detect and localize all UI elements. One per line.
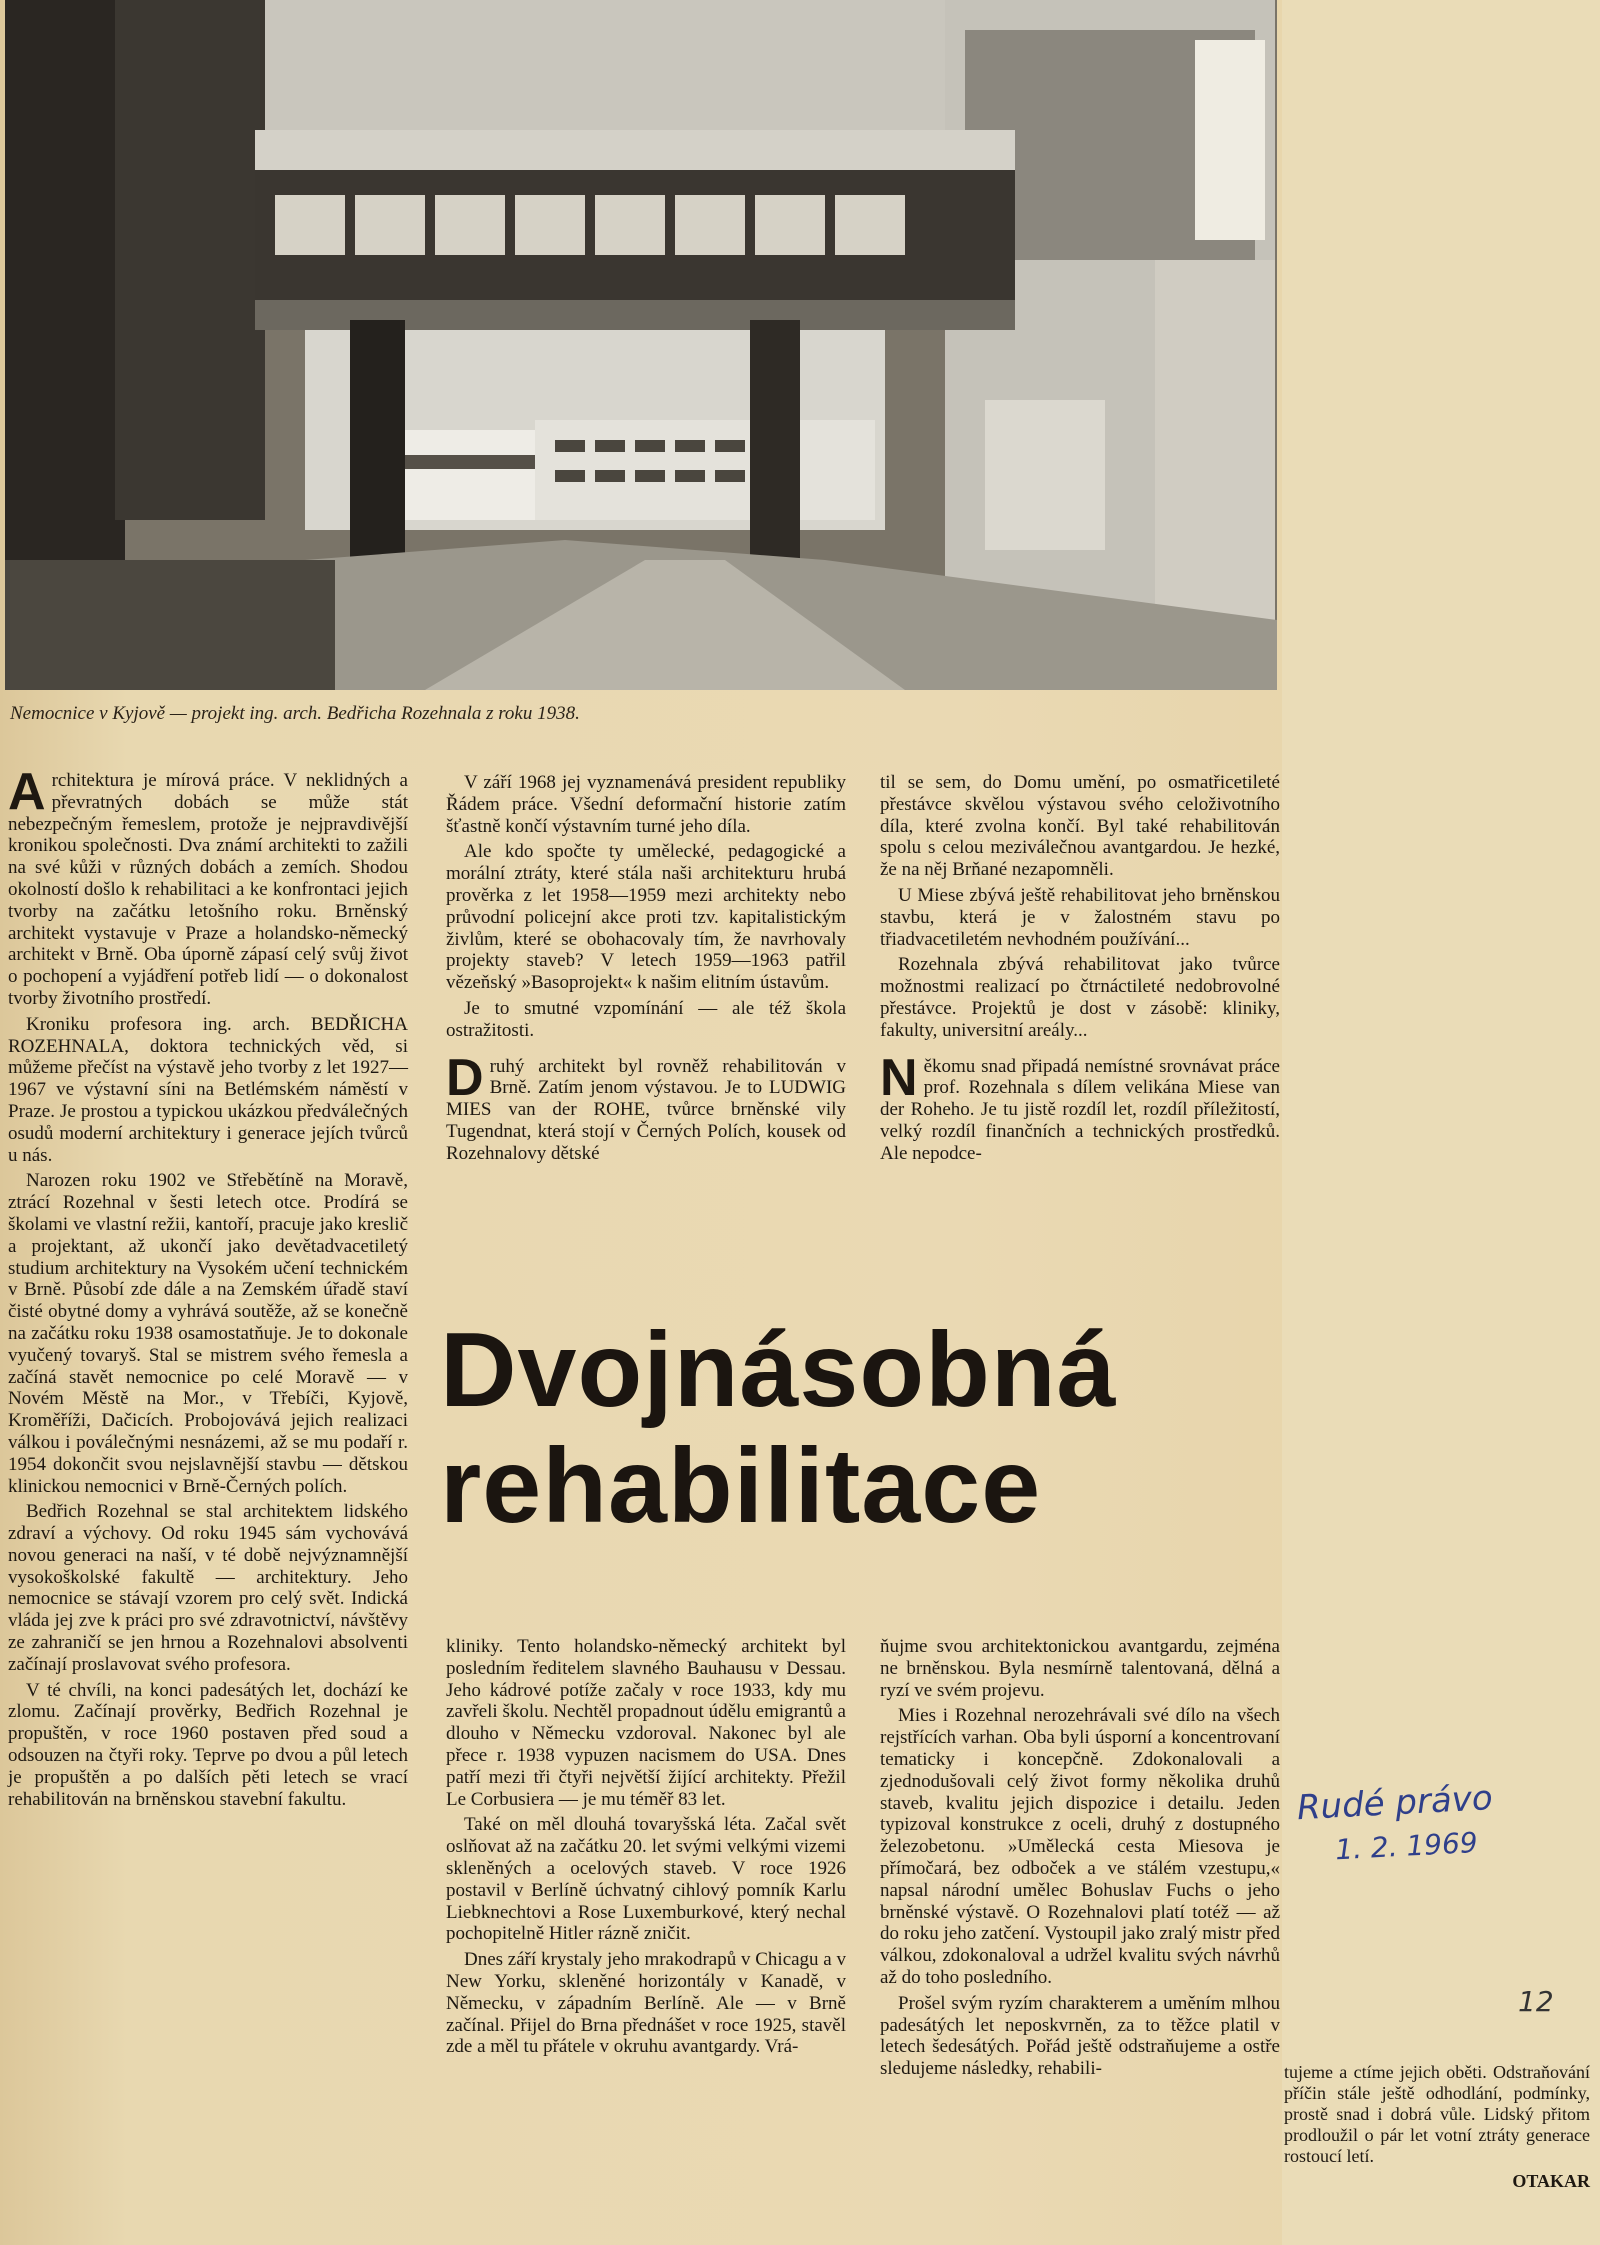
handwritten-source: Rudé právo	[1295, 1778, 1494, 1829]
paragraph: kliniky. Tento holandsko-německý architekt byl posledním ředitelem slavného Bauhausu v Dessau. Jeho kádrové potíže začaly v roce 1933, kdy mu zavřeli školu. Nechtěl propadnout údělu emigrantů a dlouho v Německu vzdoroval. Nakonec byl ale přece r. 1938 vypuzen nacismem do USA. Dnes patří mezi tři čtyři největší žijící architekty. Přežil Le Corbusiera — je mu téměř 83 let.	[446, 1636, 846, 1810]
article-column-4-fragment	[1284, 2062, 1590, 2196]
paragraph: rchitektura je mírová práce. V neklidných a převratných dobách se může stát nebezpečným řemeslem, protože je nejpravdivější kronikou společnosti. Dva známí architekti to zažili na své kůži v různých dobách a zemích. Shodou okolností došlo k rehabilitaci a ke konfrontaci jejich tvorby na začátku letošního roku. Brněnský architekt vystavuje v Praze a holandsko-německý architekt v Brně. Oba úporně zápasí celý svůj život o pochopení a vyjádření potřeb lidí — o dokonalost tvorby životního prostředí.	[8, 770, 408, 1009]
paragraph: ruhý architekt byl rovněž rehabilitován v Brně. Zatím jenom výstavou. Je to LUDWIG MIES van der ROHE, tvůrce brněnské vily Tugendnat, která stojí v Černých Polích, kousek od Rozehnalovy dětské	[446, 1055, 846, 1164]
paragraph: V té chvíli, na konci padesátých let, dochází ke zlomu. Začínají prověrky, Bedřich Rozehnal je propuštěn, v roce 1960 postaven před soud a odsouzen na čtyři roky. Teprve po dvou a půl letech je propuštěn a po dalších pěti letech se vrací rehabilitován na brněnskou stavební fakultu.	[8, 1679, 408, 1810]
paragraph: til se sem, do Domu umění, po osmatřicetileté přestávce skvělou výstavou svého celoživotního díla, které zvolna končí. Byl také rehabilitován spolu s celou meziválečnou avantgardou. Je hezké, že na něj Brňané nezapomněli.	[880, 772, 1280, 881]
paragraph: Dnes září krystaly jeho mrakodrapů v Chicagu a v New Yorku, skleněné horizontály v Kanadě, v Německu, v západním Berlíně. Ale — v Brně začínal. Přijel do Brna přednášet v roce 1925, stavěl zde a měl tu přátele v okruhu avantgardy. Vrá-	[446, 1949, 846, 2058]
drop-cap: N	[880, 1048, 918, 1107]
handwritten-page-number: 12	[1518, 1985, 1554, 2018]
headline	[440, 1312, 1300, 1544]
article-column-1	[8, 763, 408, 1814]
paragraph: Rozehnala zbývá rehabilitovat jako tvůrce možnostmi realizací po čtrnáctileté nedobrovolné přestávce. Projektů je dost v zásobě: kliniky, fakulty, universitní areály...	[880, 954, 1280, 1041]
drop-cap: A	[8, 763, 46, 821]
article-column-3-continued	[880, 1636, 1280, 2084]
drop-cap: D	[446, 1048, 484, 1107]
paragraph: Mies i Rozehnal nerozehrávali své dílo na všech rejstřících varhan. Oba byli úsporní a koncentrovaní tematicky i koncepčně. Zdokonalovali a zjednodušovali celý život formy několika druhů staveb, kvalitu jejich dispozice i detailu. Jeden typizoval konstrukce z oceli, druhý z dostupného železobetonu. »Umělecká cesta Miesova je přímočará, bez odboček a ve stálém vzestupu,« napsal národní umělec Bohuslav Fuchs o jeho brněnské výstavě. O Rozehnalovi platí totéž — až do roku jeho zatčení. Vystoupil jako zralý mistr před válkou, zdokonaloval a udržel kvalitu svých návrhů až do toho posledního.	[880, 1705, 1280, 1988]
paragraph: Narozen roku 1902 ve Střebětíně na Moravě, ztrácí Rozehnal v šesti letech otce. Prodírá se školami ve vlastní režii, kantoří, pracuje jako kreslič a projektant, až ukončí jako devětadvacetiletý studium architektury na Vysokém učení technickém v Brně. Působí zde dále a na Zemském úřadě staví čisté obytné domy a vyhrává soutěže, až se konečně na začátku roku 1938 osamostatňuje. Je to dokonale vyučený tovaryš. Stal se mistrem svého řemesla a začíná stavět nemocnice po celé Moravě — v Novém Městě na Mor., v Třebíči, Kyjově, Kroměříži, Dačicích. Probojovává jejich realizaci válkou i poválečnými nesnázemi, až se mu podaří r. 1954 dokončit svou nejslavnější stavbu — dětskou klinickou nemocnici v Brně-Černých polích.	[8, 1170, 408, 1497]
hospital-photo	[5, 0, 1277, 690]
article-column-3	[880, 772, 1280, 1169]
page-margin	[1282, 0, 1600, 2245]
author-signature: OTAKAR	[1512, 2171, 1590, 2191]
paragraph: ňujme svou architektonickou avantgardu, zejména ne brněnskou. Byla nesmírně talentovaná, dělná a ryzí ve svém projevu.	[880, 1636, 1280, 1701]
paragraph: Je to smutné vzpomínání — ale též škola ostražitosti.	[446, 997, 846, 1041]
paragraph: tujeme a ctíme jejich oběti. Odstraňování příčin stále ještě odhodlání, podmínky, prostě snad i dobrá vůle. Lidský přitom prodloužil o pár let votní ztráty generace rostoucí letí.	[1284, 2062, 1590, 2166]
article-column-2	[446, 772, 846, 1169]
paragraph: Také on měl dlouhá tovaryšská léta. Začal svět oslňovat až na začátku 20. let svými velkými vizemi skleněných a ocelových staveb. V roce 1926 postavil v Berlíně úchvatný cihlový pomník Karlu Liebknechtovi a Rose Luxemburkové, který nechal pochopitelně Hitler rázně zničit.	[446, 1814, 846, 1945]
paragraph: ěkomu snad připadá nemístné srovnávat práce prof. Rozehnala s dílem velikána Miese van der Roheho. Je tu jistě rozdíl let, rozdíl příležitostí, velký rozdíl finančních a technických prostředků. Ale nepodce-	[880, 1055, 1280, 1164]
headline-line-2: rehabilitace	[440, 1427, 1042, 1545]
photo-caption: Nemocnice v Kyjově — projekt ing. arch. Bedřicha Rozehnala z roku 1938.	[10, 703, 580, 724]
paragraph: V září 1968 jej vyznamenává president republiky Řádem práce. Všední deformační historie zatím šťastně končí výstavním turné jeho díla.	[446, 772, 846, 837]
paragraph: Prošel svým ryzím charakterem a uměním mlhou padesátých let neposkvrněn, za to těžce platil v letech šedesátých. Pořád ještě odstraňujeme a ostře sledujeme následky, rehabili-	[880, 1992, 1280, 2080]
headline-line-1: Dvojnásobná	[440, 1311, 1117, 1429]
handwritten-date: 1. 2. 1969	[1334, 1825, 1479, 1867]
paragraph: U Miese zbývá ještě rehabilitovat jeho brněnskou stavbu, která je v žalostném stavu po třiadvacetiletém nevhodném používání...	[880, 884, 1280, 950]
handwritten-source-note	[1296, 1774, 1540, 1874]
paragraph: Ale kdo spočte ty umělecké, pedagogické a morální ztráty, které stála naši architekturu hrubá prověrka z let 1958—1959 mezi architekty nebo průvodní policejní akce proti tzv. kapitalistickým živlům, které se obohacovaly tím, že navrhovaly projekty staveb? V letech 1959—1963 patřil vězeňský »Basoprojekt« k našim elitním ústavům.	[446, 841, 846, 994]
paragraph: Bedřich Rozehnal se stal architektem lidského zdraví a výchovy. Od roku 1945 sám vychovává novou generaci na naší, v té době nejvýznamnější vysokoškolské fakultě — architektury. Jeho nemocnice se stávají vzorem pro celý svět. Indická vláda jej zve k práci pro své zdravotnictví, návštěvy ze zahraničí se jen hrnou a Rozehnalovi absolventi začínají proslavovat svého profesora.	[8, 1501, 408, 1675]
paragraph: Kroniku profesora ing. arch. BEDŘICHA ROZEHNALA, doktora technických věd, si můžeme přečíst na výstavě jeho tvorby z let 1927—1967 ve výstavní síni na Betlémském náměstí v Praze. Je prostou a typickou ukázkou předválečných osudů moderní architektury i generace jejích tvůrců u nás.	[8, 1013, 408, 1166]
article-column-2-continued	[446, 1636, 846, 2062]
